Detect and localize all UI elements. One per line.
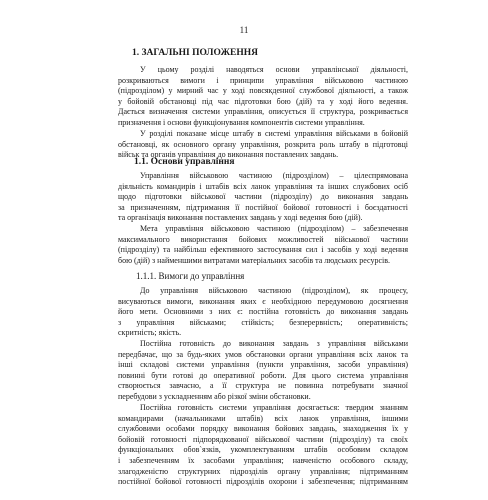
text-line: діяльність командирів і штабів всіх ланок управління та інших службових осіб [118,181,408,191]
text-line: Дається визначення системи управління, описується її структура, розкривається [118,107,408,117]
text-line: (підрозділом) у мирний час у ході повсякденної службової діяльності, а також [118,86,408,96]
subsection-paragraph-3 [118,403,408,488]
text-line: розкриваються вимоги і принципи управління військовою частиною [118,75,408,85]
text-line: У розділі показане місце штабу в системі управління військами в бойовій [140,129,408,138]
subsection-title-1-1-1: 1.1.1. Вимоги до управління [136,271,245,281]
text-line: Управління військовою частиною (підрозділом) – цілеспрямована [140,171,408,180]
chapter-heading: 1. ЗАГАЛЬНІ ПОЛОЖЕННЯ [132,48,258,58]
text-line: максимального використання бойових можливостей військової частини [118,234,408,244]
text-line: щодо підготовки військової частини (підрозділу) до виконання завдань [118,192,408,202]
text-line: військ та органів управління до виконання поставлених завдань. [118,150,339,160]
section-1-1-paragraph-2 [118,224,408,266]
text-line: у бойовій обстановці під час підготовки бою (дій) та у ході його ведення. [118,96,408,106]
text-line: До управління військовою частиною (підрозділом), як процесу, [140,286,408,295]
section-1-1-paragraph-1 [118,171,408,224]
text-line: перебудови з ускладненням або різкої зміни обстановки. [118,391,311,401]
text-line: з управління військами; стійкість; безперервність; оперативність; [118,317,408,327]
text-line: Мета управління військовою частиною (підрозділом) – забезпечення [140,224,408,233]
intro-paragraph-1 [118,65,408,129]
text-line: висуваються вимоги, виконання яких є необхідною передумовою досягнення [118,296,408,306]
section-title-1-1: 1.1. Основи управління [134,157,235,167]
text-line: передбачає, що за будь-яких умов обстановки органи управління всіх ланок та [118,349,408,359]
text-line: скритність; якість. [118,328,182,338]
text-line: Постійна готовність системи управління досягається: твердим знанням [140,403,408,412]
text-line: повинні бути готові до оперативної роботи. Для цього система управління [118,370,408,380]
text-line: злагодженістю структурних підрозділів органу управління; підтриманням [118,466,408,476]
text-line: призначення і основи функціонування компонентів системи управління. [118,117,365,127]
text-line: обстановці, як основного органу управління, розкрита роль штабу в підготовці [118,139,408,149]
text-line: Постійна готовність до виконання завдань з управління військами [140,339,408,348]
text-line: постійної бойової готовності підрозділів охорони і забезпечення; підтриманням [118,477,408,487]
text-line: та організація виконання поставлених завдань у ході ведення бою (дій). [118,213,363,223]
page-number: 11 [239,25,249,35]
text-line: бою (дій) з найменшими витратами матеріальних засобів та людських ресурсів. [118,255,391,265]
subsection-paragraph-2 [118,339,408,403]
text-line: У цьому розділі наводяться основи управлінської діяльності, [140,65,408,74]
text-line: створюється завчасно, а її структура не повинна потребувати значної [118,381,408,391]
text-line: бойовій готовності підпорядкованої військової частини (підрозділу) та своїх [118,434,408,444]
text-line: командирами (начальниками штабів) всіх ланок управління, іншими [118,413,408,423]
text-line: функціональних обов`язків, укомплектуванням штабів особовим складом [118,445,408,455]
text-line: інші складові системи управління (пункти управління, засоби управління) [118,360,408,370]
subsection-paragraph-1 [118,286,408,339]
text-line: (підрозділу) та найбільш ефективного застосування сил і засобів у ході ведення [118,245,408,255]
text-line: його мети. Основними з них є: постійна готовність до виконання завдань [118,307,408,317]
text-line: за призначенням, підтримання її постійної бойової готовності і боєздатності [118,202,408,212]
text-line: і забезпеченням їх засобами управління; навченістю особового складу, [118,455,408,465]
intro-paragraph-2 [118,129,408,161]
text-line: службовими особами порядку виконання бойових завдань, знаходження їх у [118,424,408,434]
